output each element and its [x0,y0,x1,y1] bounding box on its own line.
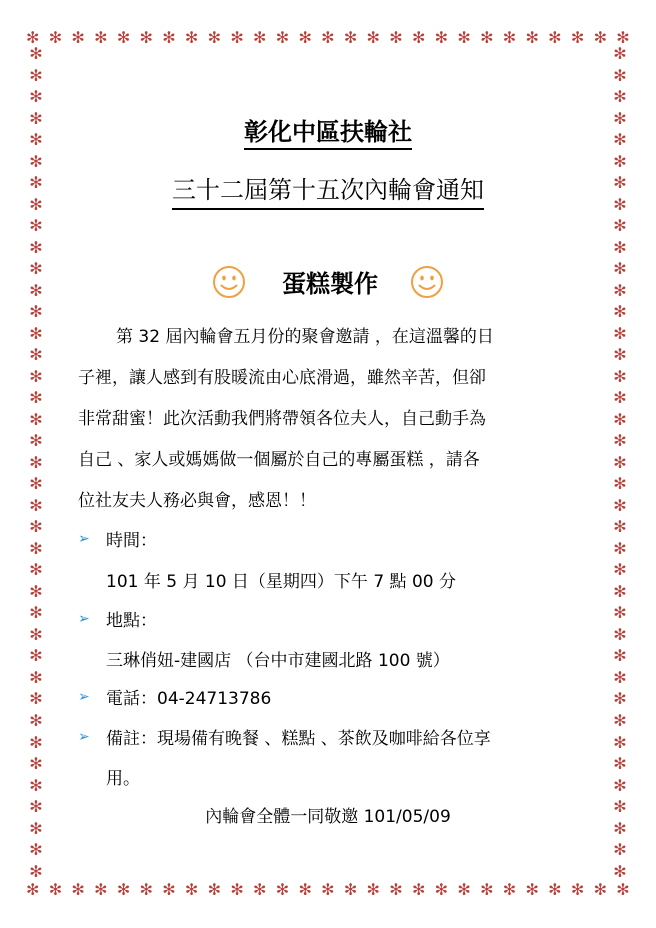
intro-paragraph [78,322,558,527]
border-star-icon: ✻ [502,28,517,47]
event-heading [0,264,656,299]
border-star-icon: ✻ [613,732,627,752]
border-star-icon: ✻ [29,388,43,408]
border-star-icon: ✻ [613,797,627,817]
border-star-icon: ✻ [29,861,43,880]
border-star-icon: ✻ [613,646,627,666]
border-star-icon: ✻ [457,28,471,47]
border-star-icon: ✻ [253,880,267,899]
border-star-icon: ✻ [616,880,630,899]
notice-title [0,170,656,205]
border-star-icon: ✻ [29,517,43,537]
border-star-icon: ✻ [29,151,43,171]
border-star-icon: ✻ [389,880,403,899]
border-star-icon: ✻ [71,880,85,899]
border-star-icon: ✻ [29,87,43,107]
border-star-icon: ✻ [116,880,131,899]
border-star-icon: ✻ [26,28,40,47]
border-star-icon: ✻ [29,431,43,451]
border-star-icon: ✻ [94,880,108,899]
border-star-icon: ✻ [29,560,43,580]
border-star-icon: ✻ [457,880,471,899]
smiley-icon [212,265,246,299]
border-star-icon: ✻ [613,560,627,580]
border-star-icon: ✻ [525,880,539,899]
border-star-icon: ✻ [613,65,627,85]
border-star-icon: ✻ [613,538,627,558]
border-star-icon: ✻ [29,366,43,386]
border-star-icon: ✻ [411,28,426,47]
border-star-icon: ✻ [230,28,244,47]
border-bottom [26,880,630,900]
border-star-icon: ✻ [139,28,153,47]
arrow-bullet-icon: ➢ [78,728,90,745]
border-star-icon: ✻ [613,388,627,408]
border-star-icon: ✻ [613,216,627,236]
club-name: 彰化中區扶輪社 [244,118,412,150]
border-star-icon: ✻ [593,880,607,899]
border-star-icon: ✻ [184,28,199,47]
border-star-icon: ✻ [613,151,627,171]
border-star-icon: ✻ [613,409,627,429]
border-star-icon: ✻ [29,581,43,601]
border-star-icon: ✻ [298,880,312,899]
border-star-icon: ✻ [275,880,290,899]
border-star-icon: ✻ [613,280,627,300]
border-star-icon: ✻ [29,474,43,494]
smiley-icon [410,265,444,299]
border-star-icon: ✻ [480,28,494,47]
border-star-icon: ✻ [613,323,627,343]
intro-line: 第 32 屆內輪會五月份的聚會邀請 ，在這溫馨的日 [116,327,494,347]
place-label: 地點： [106,611,157,631]
border-star-icon: ✻ [29,323,43,343]
border-star-icon: ✻ [480,880,494,899]
footer-signature: 內輪會全體一同敬邀 101/05/09 [205,807,451,827]
border-star-icon: ✻ [29,646,43,666]
border-star-icon: ✻ [321,28,335,47]
border-star-icon: ✻ [48,880,63,899]
border-star-icon: ✻ [29,46,43,63]
border-star-icon: ✻ [184,880,199,899]
border-star-icon: ✻ [613,710,627,730]
note-item [78,724,491,749]
border-star-icon: ✻ [29,259,43,279]
border-star-icon: ✻ [613,173,627,193]
border-star-icon: ✻ [29,216,43,236]
border-star-icon: ✻ [48,28,63,47]
border-star-icon: ✻ [613,237,627,257]
arrow-bullet-icon: ➢ [78,688,90,705]
border-star-icon: ✻ [253,28,267,47]
border-star-icon: ✻ [29,409,43,429]
border-star-icon: ✻ [29,302,43,322]
border-star-icon: ✻ [29,452,43,472]
border-star-icon: ✻ [613,667,627,687]
border-star-icon: ✻ [29,710,43,730]
border-star-icon: ✻ [94,28,108,47]
border-star-icon: ✻ [29,603,43,623]
phone-label: 電話：04-24713786 [106,689,272,709]
border-star-icon: ✻ [570,28,585,47]
border-star-icon: ✻ [548,880,562,899]
time-item [78,526,157,551]
border-star-icon: ✻ [613,775,627,795]
border-star-icon: ✻ [207,880,222,899]
border-star-icon: ✻ [613,87,627,107]
event-title: 蛋糕製作 [282,270,378,298]
border-star-icon: ✻ [613,861,627,880]
border-star-icon: ✻ [613,345,627,365]
border-star-icon: ✻ [162,880,176,899]
arrow-bullet-icon: ➢ [78,530,90,547]
border-star-icon: ✻ [29,194,43,214]
page-title [0,108,656,150]
border-star-icon: ✻ [613,194,627,214]
border-star-icon: ✻ [29,108,43,128]
border-star-icon: ✻ [343,880,358,899]
border-star-icon: ✻ [29,797,43,817]
border-star-icon: ✻ [139,880,153,899]
intro-line: 位社友夫人務必與會，感恩！！ [78,491,316,511]
border-star-icon: ✻ [29,775,43,795]
border-star-icon: ✻ [434,880,449,899]
place-value: 三琳俏妞-建國店 （台中市建國北路 100 號） [106,651,450,671]
border-star-icon: ✻ [613,624,627,644]
border-star-icon: ✻ [29,840,43,860]
border-star-icon: ✻ [275,28,290,47]
border-star-icon: ✻ [548,28,562,47]
arrow-bullet-icon: ➢ [78,610,90,627]
border-star-icon: ✻ [613,46,627,63]
note-continuation: 用。 [106,769,140,789]
border-star-icon: ✻ [613,517,627,537]
border-star-icon: ✻ [616,28,630,47]
time-label: 時間： [106,531,157,551]
border-star-icon: ✻ [570,880,585,899]
place-item [78,606,157,631]
border-star-icon: ✻ [29,237,43,257]
notice-title-text: 三十二屆第十五次內輪會通知 [172,176,484,210]
time-value: 101 年 5 月 10 日（星期四）下午 7 點 00 分 [106,572,456,592]
intro-line: 自己 、家人或媽媽做一個屬於自己的專屬蛋糕 ，請各 [78,450,480,470]
border-star-icon: ✻ [29,495,43,515]
border-star-icon: ✻ [613,366,627,386]
border-star-icon: ✻ [29,732,43,752]
border-star-icon: ✻ [29,538,43,558]
border-star-icon: ✻ [29,173,43,193]
border-star-icon: ✻ [343,28,358,47]
border-star-icon: ✻ [29,345,43,365]
border-star-icon: ✻ [411,880,426,899]
border-star-icon: ✻ [613,495,627,515]
border-star-icon: ✻ [29,667,43,687]
border-star-icon: ✻ [613,581,627,601]
border-star-icon: ✻ [613,259,627,279]
border-star-icon: ✻ [593,28,607,47]
border-star-icon: ✻ [29,624,43,644]
border-star-icon: ✻ [298,28,312,47]
border-star-icon: ✻ [502,880,517,899]
border-star-icon: ✻ [613,431,627,451]
border-star-icon: ✻ [613,452,627,472]
border-star-icon: ✻ [366,880,380,899]
border-star-icon: ✻ [29,754,43,774]
border-star-icon: ✻ [71,28,85,47]
border-star-icon: ✻ [613,840,627,860]
phone-item [78,684,271,709]
border-star-icon: ✻ [162,28,176,47]
border-star-icon: ✻ [613,818,627,838]
border-star-icon: ✻ [29,818,43,838]
border-star-icon: ✻ [26,880,40,899]
border-star-icon: ✻ [29,689,43,709]
border-star-icon: ✻ [613,130,627,150]
border-star-icon: ✻ [230,880,244,899]
border-top [26,28,630,48]
border-star-icon: ✻ [613,302,627,322]
border-star-icon: ✻ [366,28,380,47]
intro-line: 非常甜蜜！此次活動我們將帶領各位夫人，自己動手為 [78,409,486,429]
border-star-icon: ✻ [613,603,627,623]
border-star-icon: ✻ [116,28,131,47]
border-star-icon: ✻ [207,28,222,47]
border-star-icon: ✻ [613,689,627,709]
border-star-icon: ✻ [613,754,627,774]
intro-line: 子裡，讓人感到有股暖流由心底滑過，雖然辛苦，但卻 [78,368,486,388]
border-star-icon: ✻ [613,108,627,128]
border-star-icon: ✻ [389,28,403,47]
border-star-icon: ✻ [29,65,43,85]
border-star-icon: ✻ [29,130,43,150]
border-star-icon: ✻ [613,474,627,494]
border-star-icon: ✻ [525,28,539,47]
border-star-icon: ✻ [321,880,335,899]
border-star-icon: ✻ [434,28,449,47]
border-star-icon: ✻ [29,280,43,300]
note-label: 備註：現場備有晚餐 、糕點 、茶飲及咖啡給各位享 [106,729,491,749]
